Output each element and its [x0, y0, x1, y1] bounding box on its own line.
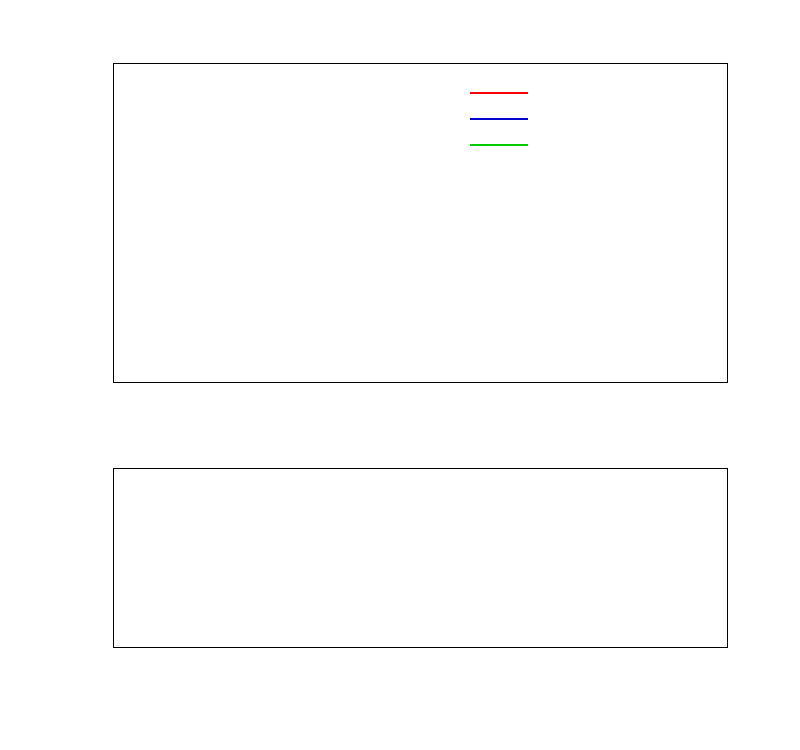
top-chart-plot	[114, 64, 727, 382]
legend	[470, 80, 540, 158]
legend-item-bias	[470, 132, 540, 158]
bottom-chart-plot	[114, 469, 727, 647]
legend-swatch-bias	[470, 144, 528, 146]
legend-item-sprd	[470, 106, 540, 132]
legend-swatch-sprd	[470, 118, 528, 120]
legend-item-rmse	[470, 80, 540, 106]
legend-swatch-rmse	[470, 92, 528, 94]
top-chart-panel	[113, 63, 728, 383]
bottom-chart-panel	[113, 468, 728, 648]
